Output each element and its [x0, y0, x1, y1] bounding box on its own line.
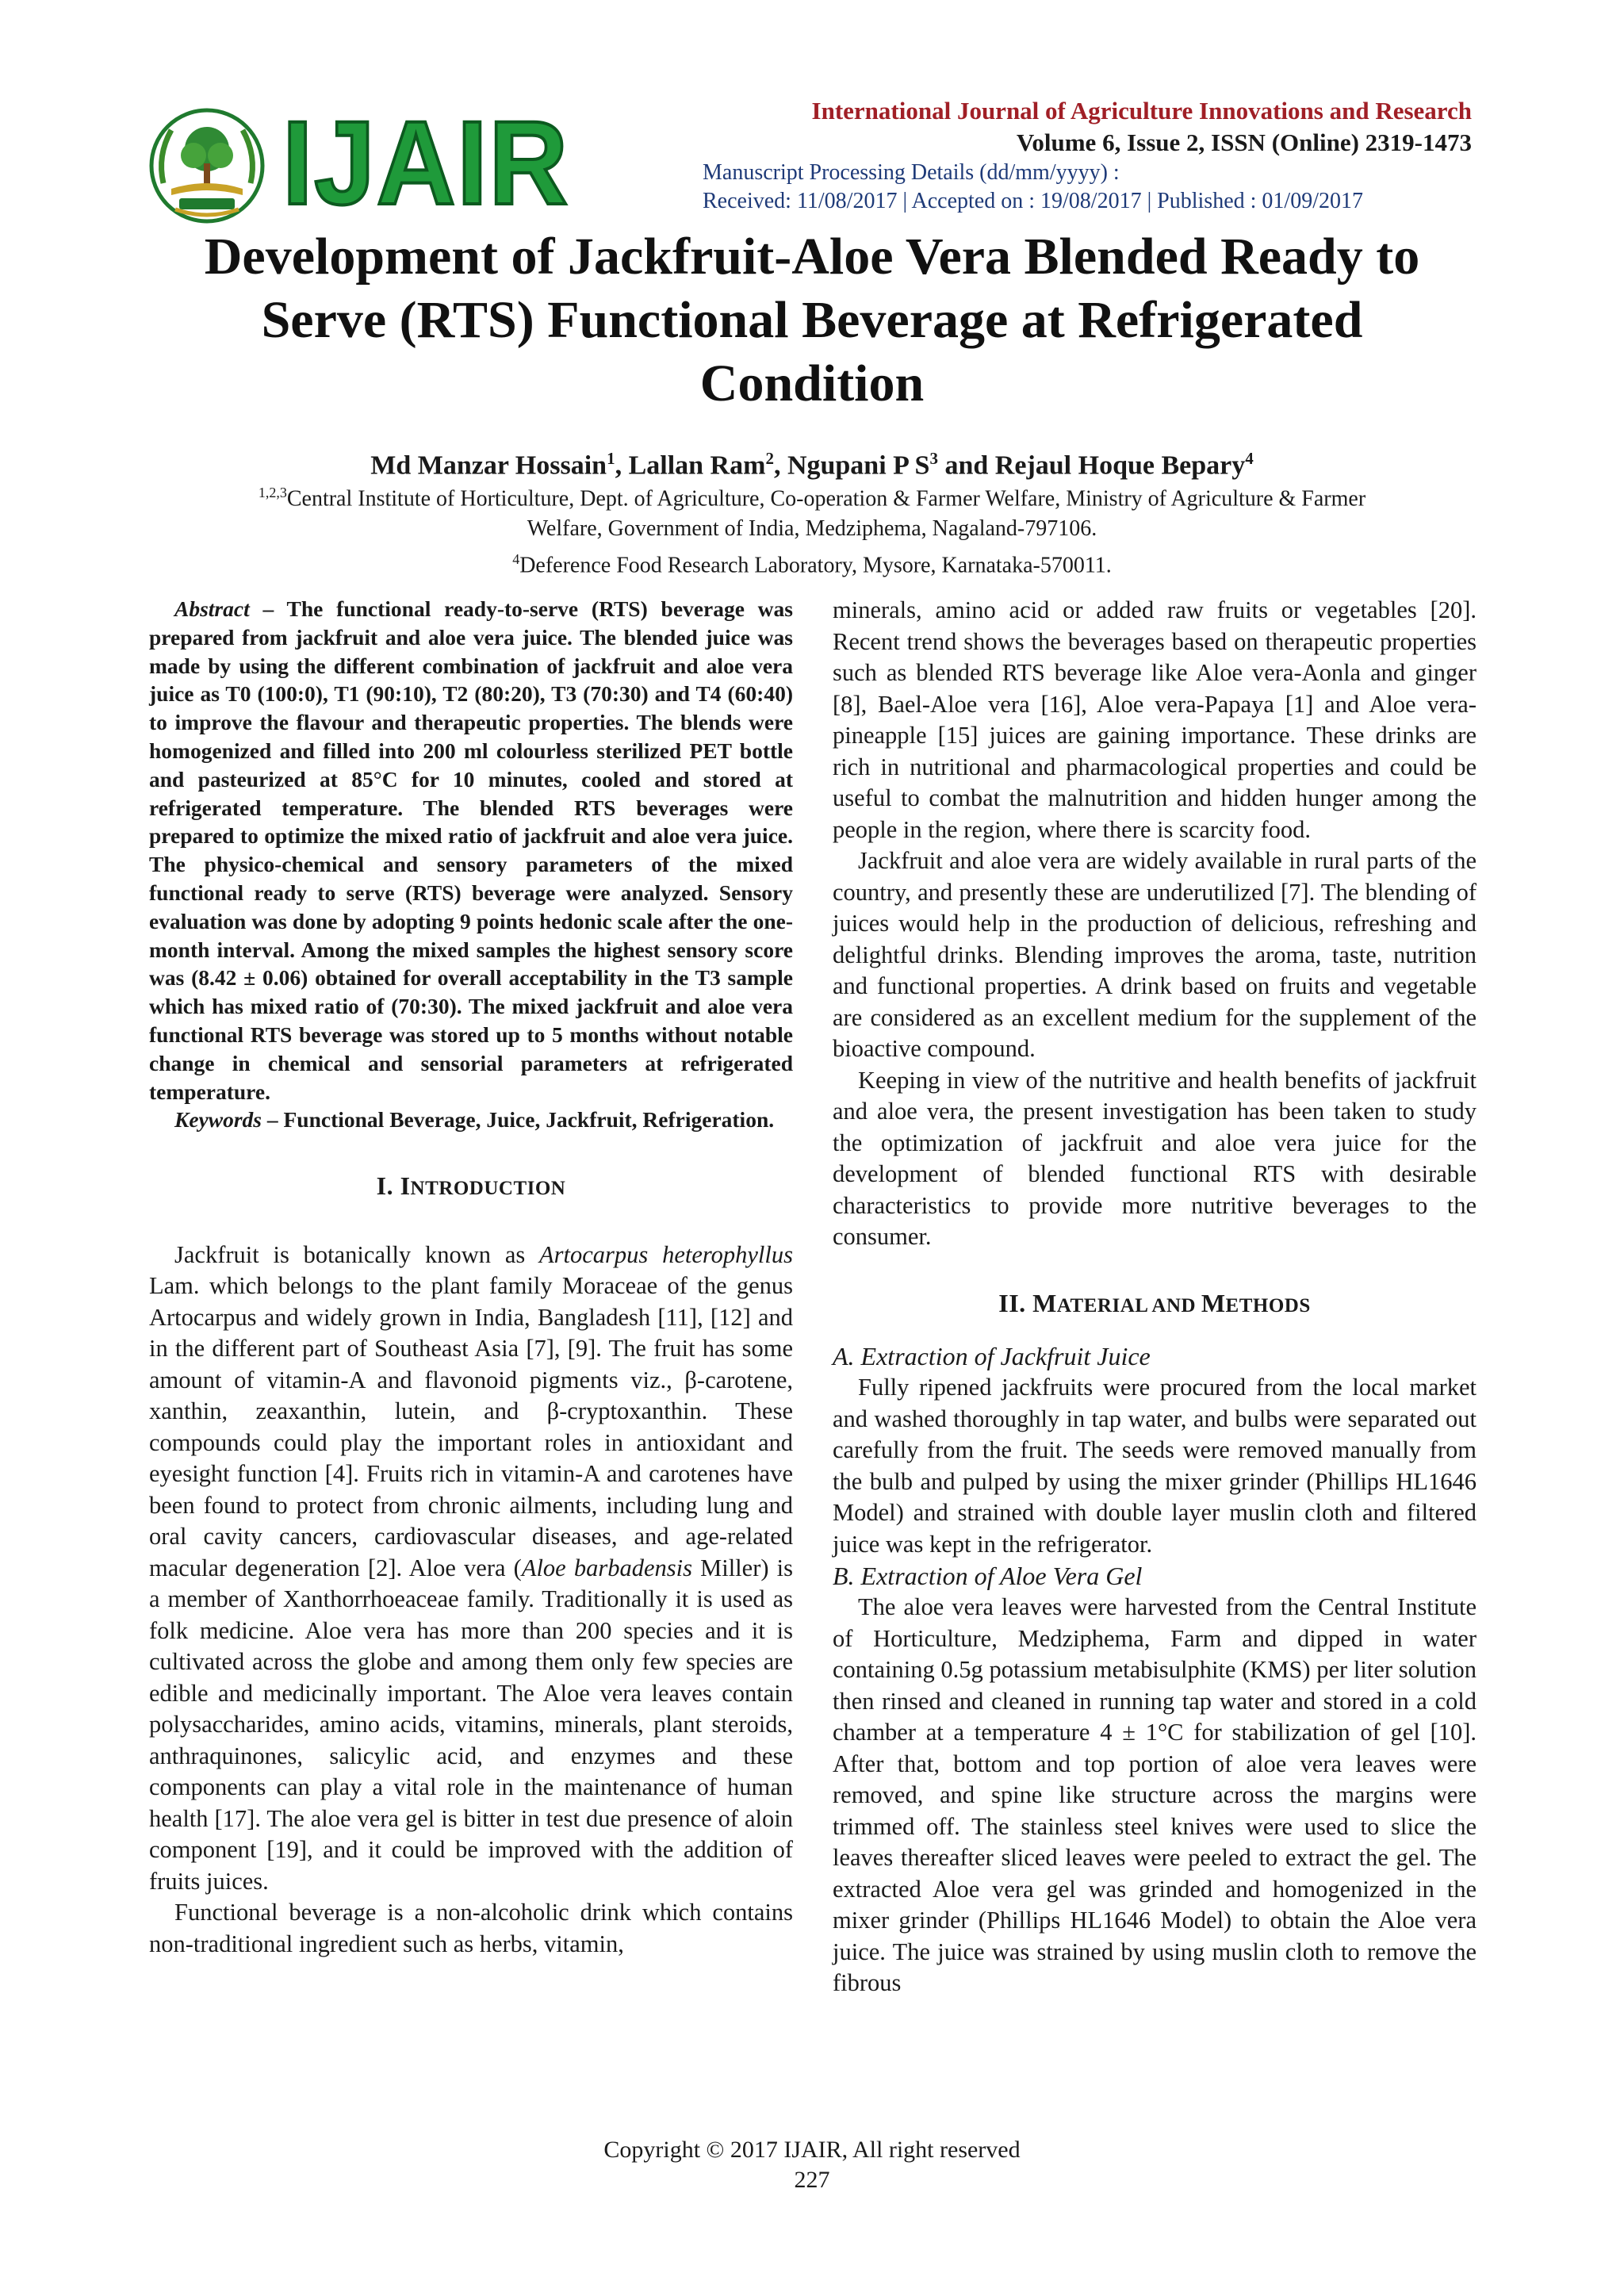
journal-logo — [147, 96, 569, 229]
author-sup: 4 — [1245, 449, 1254, 468]
text-run: Jackfruit is botanically known as — [174, 1240, 540, 1268]
left-column — [149, 595, 793, 1960]
keywords — [149, 1106, 793, 1134]
body-paragraph: Fully ripened jackfruits were procured from the local market and washed thoroughly in tap water, and bulbs were separated out carefully from the fruit. The seeds were removed manually from the bulb and pulped by using the mixer grinder (Phillips HL1646 Model) and strained with double layer muslin cloth and filtered juice was kept in the refrigerator. — [833, 1374, 1477, 1558]
title-line: Development of Jackfruit-Aloe Vera Blended Ready to — [204, 228, 1420, 286]
abstract-dash: – — [249, 596, 287, 621]
keywords-dash: – — [262, 1107, 284, 1133]
title-line: Serve (RTS) Functional Beverage at Refrigerated — [261, 291, 1363, 349]
author-name: Ngupani P S — [787, 450, 930, 481]
author-sup: 3 — [929, 449, 938, 468]
author-name: Md Manzar Hossain — [370, 450, 607, 481]
subsection-heading: A. Extraction of Jackfruit Juice — [833, 1342, 1151, 1370]
heading-smallcaps: NTRODUCTION — [410, 1178, 566, 1200]
processing-dates: Received: 11/08/2017 | Accepted on : 19/08/2017 | Published : 01/09/2017 — [703, 189, 1363, 213]
scientific-name: Aloe barbadensis — [521, 1554, 692, 1581]
section-heading-introduction — [149, 1171, 793, 1205]
keywords-label: Keywords — [174, 1107, 262, 1133]
affiliation-line — [127, 544, 1497, 581]
abstract-text: The functional ready-to-serve (RTS) beverage was prepared from jackfruit and aloe vera juice. The blended juice was made by using the different combination of jackfruit and aloe vera juice as T0 (100:0), T1 (90:10), T2 (80:20), T3 (70:30) and T4 (60:40) to improve the flavour and therapeutic properties. The blends were homogenized and filled into 200 ml colourless sterilized PET bottle and pasteurized at 85°C for 10 minutes, cooled and stored at refrigerated temperature. The blended RTS beverages were prepared to optimize the mixed ratio of jackfruit and aloe vera juice. The physico-chemical and sensory parameters of the mixed functional ready to serve (RTS) beverage were analyzed. Sensory evaluation was done by adopting 9 points hedonic scale after the one-month interval. Among the mixed samples the highest sensory score was (8.42 ± 0.06) obtained for overall acceptability in the T3 sample which has mixed ratio of (70:30). The mixed jackfruit and aloe vera functional RTS beverage was stored up to 5 months without notable change in chemical and sensorial parameters at refrigerated temperature. — [149, 596, 793, 1104]
text-run: Lam. which belongs to the plant family Moraceae of the genus Artocarpus and widely grown in India, Bangladesh [11], [12] and in the different part of Southeast Asia [7], [9]. The fruit has some amount of vitamin-A and flavonoid pigments viz., β-carotene, xanthin, zeaxanthin, lutein, and β-cryptoxanthin. These compounds could play the important roles in antioxidant and eyesight function [4]. Fruits rich in vitamin-A and carotenes have been found to protect from chronic ailments, including lung and oral cavity cancers, cardiovascular diseases, and age-related macular degeneration [2]. Aloe vera ( — [149, 1272, 793, 1581]
body-paragraph: Keeping in view of the nutritive and health benefits of jackfruit and aloe vera, the present investigation has been taken to study the optimization of jackfruit and aloe vera juice for the development of blended functional RTS with desirable characteristics to provide more nutritive beverages to the consumer. — [833, 1066, 1477, 1250]
intro-paragraph — [149, 1240, 793, 1898]
affiliation-sup: 4 — [512, 551, 520, 568]
affiliation-line — [127, 477, 1497, 514]
section-heading-methods — [833, 1288, 1477, 1322]
journal-volume: Volume 6, Issue 2, ISSN (Online) 2319-1473 — [1016, 128, 1472, 156]
affiliation-text: Central Institute of Horticulture, Dept. of Agriculture, Co-operation & Farmer Welfare, Ministry of Agriculture & Farmer — [286, 486, 1366, 512]
title-line: Condition — [699, 355, 925, 412]
scientific-name: Artocarpus heterophyllus — [539, 1240, 793, 1268]
author-name: Rejaul Hoque Bepary — [994, 450, 1246, 481]
copyright-footer: Copyright © 2017 IJAIR, All right reserved — [603, 2137, 1021, 2163]
affiliation-sup: 1,2,3 — [258, 485, 287, 500]
right-column — [833, 595, 1477, 1999]
text-run: Miller) is a member of Xanthorrhoeaceae family. Traditionally it is used as folk medicine. Aloe vera has more than 200 species and it is cultivated across the globe and among them only few species are edible and medicinally important. The Aloe vera leaves contain polysaccharides, amino acids, vitamins, minerals, plant steroids, anthraquinones, salicylic acid, and enzymes and these components can play a vital role in the maintenance of human health [17]. The aloe vera gel is bitter in test due presence of aloin component [19], and it could be improved with the addition of fruits juices. — [149, 1554, 793, 1895]
affiliations — [127, 477, 1497, 581]
manuscript-label: Manuscript Processing Details (dd/mm/yyyy) : — [703, 160, 1120, 185]
abstract — [149, 595, 793, 1106]
paper-title — [127, 225, 1497, 416]
affiliation-line: Welfare, Government of India, Medziphema, Nagaland-797106. — [527, 516, 1097, 542]
body-paragraph: minerals, amino acid or added raw fruits or vegetables [20]. Recent trend shows the beverages based on therapeutic properties such as blended RTS beverage like Aloe vera-Aonla and ginger [8], Bael-Aloe vera [16], Aloe vera-Papaya [1] and Aloe vera-pineapple [15] juices are gaining importance. These drinks are rich in nutritional and pharmacological properties and could be useful to combat the malnutrition and hidden hunger among the people in the region, where there is scarcity food. — [833, 596, 1477, 843]
subsection-heading: B. Extraction of Aloe Vera Gel — [833, 1562, 1143, 1590]
journal-name: International Journal of Agriculture Innovations and Research — [811, 97, 1472, 125]
body-paragraph: Jackfruit and aloe vera are widely available in rural parts of the country, and presently these are underutilized [7]. The blending of juices would help in the production of delicious, refreshing and delightful drinks. Blending improves the aroma, taste, nutrition and functional properties. A drink based on fruits and vegetable are considered as an excellent medium for the supplement of the bioactive compound. — [833, 847, 1477, 1062]
body-paragraph: The aloe vera leaves were harvested from the Central Institute of Horticulture, Medziphema, Farm and dipped in water containing 0.5g potassium metabisulphite (KMS) per liter solution then rinsed and cleaned in running tap water and stored in a cold chamber at a temperature 4 ± 1°C for stabilization of gel [10]. After that, bottom and top portion of aloe vera leaves were removed, and spine like structure across the margins were trimmed off. The stainless steel knives were used to slice the leaves thereafter sliced leaves were peeled to extract the gel. The extracted Aloe vera gel was grinded and homogenized in the mixer grinder (Phillips HL1646 Model) to obtain the Aloe vera juice. The juice was strained by using muslin cloth to remove the fibrous — [833, 1593, 1477, 1996]
author-separator: , — [615, 450, 629, 481]
author-separator: , — [773, 450, 787, 481]
heading-smallcaps: ETHODS — [1225, 1294, 1311, 1317]
intro-paragraph: Functional beverage is a non-alcoholic drink which contains non-traditional ingredient such as herbs, vitamin, — [149, 1899, 793, 1957]
page-number: 227 — [794, 2167, 830, 2193]
logo-wordmark: IJAIR — [282, 96, 569, 229]
heading-initial: I. I — [376, 1171, 411, 1201]
author-sup: 2 — [765, 449, 774, 468]
heading-initial: II. M — [998, 1288, 1057, 1317]
heading-initial: M — [1201, 1288, 1226, 1317]
author-sup: 1 — [607, 449, 615, 468]
abstract-label: Abstract — [174, 596, 250, 621]
author-separator: and — [937, 450, 995, 481]
heading-smallcaps: ATERIAL AND — [1056, 1294, 1201, 1317]
author-name: Lallan Ram — [628, 450, 766, 481]
tree-emblem-icon — [147, 108, 266, 224]
journal-info — [695, 95, 1472, 216]
affiliation-text: Deference Food Research Laboratory, Mysore, Karnataka-570011. — [519, 553, 1112, 578]
keywords-text: Functional Beverage, Juice, Jackfruit, Refrigeration. — [283, 1107, 775, 1133]
